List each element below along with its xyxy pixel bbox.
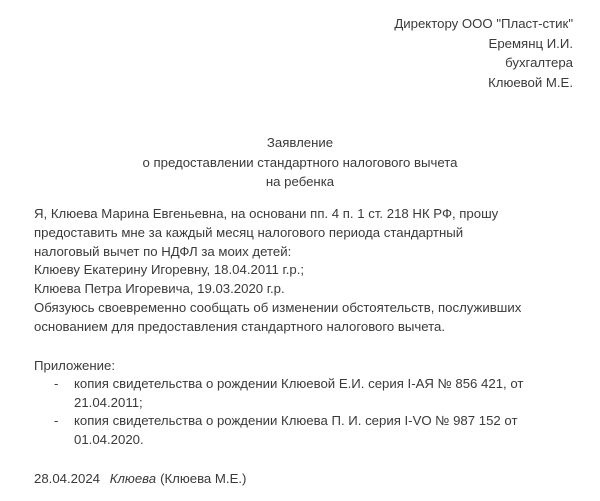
document-body [34,205,574,337]
attachments-list [54,375,584,449]
attachment-line: копия свидетельства о рождении Клюева П. И. серия I-VO № 987 152 от [74,413,518,428]
body-line: Клюева Петра Игоревича, 19.03.2020 г.р. [34,281,285,297]
attachment-line: 21.04.2011; [74,394,143,410]
body-line: налоговый вычет по НДФЛ за моих детей: [34,243,292,259]
attachment-item [54,375,584,412]
signer-name: (Клюева М.Е.) [160,471,247,486]
title-line: на ребенка [265,174,335,189]
attachment-line: 01.04.2020. [74,431,144,447]
addressee-line: Клюевой М.Е. [488,74,573,90]
signature-date: 28.04.2024 [34,471,101,486]
list-dash: - [54,376,59,391]
title-line: Заявление [266,135,334,150]
attachments-title: Приложение: [34,358,116,373]
addressee-line: бухгалтера [505,55,573,70]
signature-line [34,470,246,488]
attachment-item [54,412,584,449]
addressee-line: Еремянц И.И. [488,35,573,51]
signature: Клюева [109,471,157,486]
attachment-line: копия свидетельства о рождении Клюевой Е.И. серия I-АЯ № 856 421, от [74,376,524,391]
body-line: Клюеву Екатерину Игоревну, 18.04.2011 г.р.; [34,262,305,278]
body-line: предоставить мне за каждый месяц налогового периода стандартный [34,224,464,240]
title-line: о предоставлении стандартного налогового вычета [142,154,458,170]
document-title [0,133,600,192]
addressee-line: Директору ООО "Пласт-стик" [394,16,573,31]
list-dash: - [54,413,59,428]
body-line: Обязуюсь своевременно сообщать об изменении обстоятельств, послуживших [34,299,522,315]
body-line: Я, Клюева Марина Евгеньевна, на основани пп. 4 п. 1 ст. 218 НК РФ, прошу [34,206,499,221]
addressee-block [394,14,573,92]
body-line: основанием для предоставления стандартного налогового вычета. [34,318,446,334]
